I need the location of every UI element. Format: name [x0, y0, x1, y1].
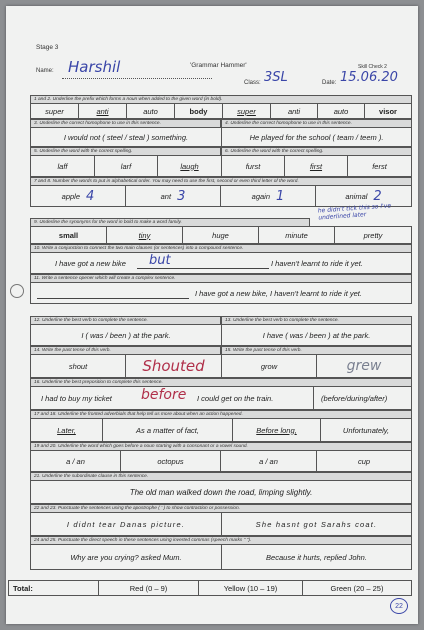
- q15-verb: grow: [222, 355, 317, 377]
- spelling-cell: laff: [31, 156, 95, 176]
- q14-answer: Shouted: [126, 355, 222, 377]
- q23-sentence: She hasnt got Sarahs coat.: [255, 519, 378, 529]
- q16-row: [30, 386, 412, 410]
- stage-label: Stage 3: [36, 44, 59, 51]
- q24-sentence: Why are you crying? asked Mum.: [31, 545, 222, 569]
- q11-row: [30, 282, 412, 304]
- synonym-cell: pretty: [363, 230, 383, 240]
- hole-punch-ring: [10, 284, 24, 298]
- q11-instruction: 11. Write a sentence opener which will create a complex sentence.: [30, 274, 412, 282]
- adverbial-cell: Later,: [31, 419, 103, 441]
- q10-part1: I have got a new bike: [55, 259, 126, 268]
- q16-part2: I could get on the train.: [197, 394, 274, 403]
- q19-20-row: [30, 450, 412, 472]
- prefix-cell: body: [175, 104, 223, 118]
- q12-13-row: [30, 324, 412, 346]
- synonym-cell: small: [31, 227, 107, 243]
- q7-8-row: [30, 185, 412, 207]
- alpha-word: apple: [61, 191, 81, 201]
- score-circle: 22: [390, 598, 408, 614]
- name-value: Harshil: [68, 58, 121, 76]
- q1-2-instruction: 1 and 2. Underline the prefix which forms a noun when added to the given word (in bold).: [30, 95, 412, 103]
- prefix-cell: visor: [379, 106, 397, 116]
- q9-instruction: 9. Underline the synonyms for the word in bold to make a word family.: [30, 218, 310, 226]
- spelling-cell: laugh: [158, 156, 222, 176]
- q11-answer-line: [37, 298, 189, 299]
- class-value: 3SL: [264, 70, 288, 85]
- q16-instruction: 16. Underline the best preposition to complete this sentence.: [30, 378, 412, 386]
- total-label: Total:: [9, 581, 99, 595]
- q4-instruction: 4. Underline the correct homophone to use in this sentence.: [221, 119, 412, 127]
- q22-23-row: [30, 512, 412, 536]
- q24-25-instruction: 24 and 25. Punctuate the direct speech in these sentences using inverted commas (speech marks " ").: [30, 536, 412, 544]
- q13-instruction: 13. Underline the best verb to complete the sentence.: [221, 316, 412, 324]
- margin-note: he didn't tick this so I've underlined later: [317, 202, 392, 222]
- q6-instruction: 6. Underline the word with the correct spelling.: [221, 147, 412, 155]
- q25-sentence: Because it hurts, replied John.: [266, 552, 367, 562]
- q12-instruction: 12. Underline the best verb to complete the sentence.: [30, 316, 221, 324]
- q1-2-row: [30, 103, 412, 119]
- q3-instruction: 3. Underline the correct homophone to use in this sentence.: [30, 119, 221, 127]
- red-band: Red (0 – 9): [99, 581, 199, 595]
- score-footer: [8, 580, 412, 596]
- class-label: Class:: [244, 80, 261, 86]
- alpha-word: ant: [160, 191, 172, 201]
- q12-sentence: I ( was / been ) at the park.: [31, 325, 222, 345]
- q21-sentence: The old man walked down the road, limping slightly.: [129, 487, 313, 497]
- q16-answer: before: [141, 387, 187, 403]
- q16-options: (before/during/after): [321, 394, 388, 403]
- synonym-cell: minute: [259, 227, 335, 243]
- adverbial-cell: Before long,: [233, 419, 321, 441]
- alpha-cell: [221, 186, 316, 206]
- q14-15-row: [30, 354, 412, 378]
- alpha-number: 4: [86, 188, 95, 204]
- q21-row: [30, 480, 412, 504]
- q10-row: [30, 252, 412, 274]
- q22-23-instruction: 22 and 23. Punctuate the sentences using the apostrophe ( ' ) to show contraction or possession.: [30, 504, 412, 512]
- q22-sentence: I didnt tear Danas picture.: [31, 513, 222, 535]
- skill-check-label: Skill Check 2: [358, 64, 387, 70]
- q13-sentence: I have ( was / been ) at the park.: [262, 330, 371, 340]
- spelling-cell: furst: [222, 156, 285, 176]
- q15-instruction: 15. Write the past tense of this verb.: [221, 346, 412, 354]
- q10-part2: I haven't learnt to ride it yet.: [271, 259, 363, 268]
- article-cell: a / an: [221, 451, 317, 471]
- synonym-cell: tiny: [107, 227, 183, 243]
- q9-row: [30, 226, 412, 244]
- q3-sentence: I would not ( steel / steal ) something.: [31, 128, 222, 146]
- q3-4-row: [30, 127, 412, 147]
- alpha-number: 2: [373, 188, 382, 204]
- spelling-cell: larf: [95, 156, 158, 176]
- q5-6-row: [30, 155, 412, 177]
- q10-answer-line: [137, 268, 269, 269]
- q11-sentence: I have got a new bike, I haven't learnt to ride it yet.: [195, 289, 362, 298]
- adverbial-cell: Unfortunately,: [342, 425, 390, 435]
- date-label: Date:: [322, 80, 337, 86]
- q16-part1: I had to buy my ticket: [41, 394, 112, 403]
- synonym-cell: huge: [183, 227, 259, 243]
- prefix-cell: auto: [127, 104, 175, 118]
- alpha-cell: [31, 186, 126, 206]
- article-cell: octopus: [121, 451, 221, 471]
- spelling-cell: ferst: [372, 161, 387, 171]
- spelling-cell: first: [285, 156, 348, 176]
- q19-20-instruction: 19 and 20. Underline the word which goes before a noun starting with a consonant or a vowel sound.: [30, 442, 412, 450]
- alpha-cell: [126, 186, 221, 206]
- green-band: Green (20 – 25): [330, 583, 384, 593]
- q7-8-instruction: 7 and 8. Number the words to put in alphabetical order. You may need to use the first, second or even third letter of the word.: [30, 177, 412, 185]
- name-line: [62, 78, 212, 79]
- q10-answer: but: [149, 253, 171, 268]
- q24-25-row: [30, 544, 412, 570]
- q17-18-row: [30, 418, 412, 442]
- adverbial-cell: As a matter of fact,: [103, 419, 233, 441]
- date-value: 15.06.20: [340, 70, 398, 85]
- article-cell: cup: [357, 456, 371, 466]
- alpha-number: 3: [177, 188, 186, 204]
- q17-18-instruction: 17 and 18. Underline the fronted adverbials that help tell us more about when an action happened.: [30, 410, 412, 418]
- prefix-cell: anti: [79, 104, 127, 118]
- prefix-cell: auto: [318, 104, 365, 118]
- alpha-word: animal: [345, 191, 368, 201]
- worksheet-page: [6, 6, 418, 624]
- q4-sentence: He played for the school ( team / teem ).: [249, 132, 384, 142]
- prefix-cell: super: [223, 104, 271, 118]
- q14-verb: shout: [31, 355, 126, 377]
- name-label: Name:: [36, 68, 54, 74]
- q16-divider: [313, 387, 314, 409]
- q21-instruction: 21. Underline the subordinate clause in this sentence.: [30, 472, 412, 480]
- q14-instruction: 14. Write the past tense of this verb.: [30, 346, 221, 354]
- alpha-word: again: [251, 191, 271, 201]
- q5-instruction: 5. Underline the word with the correct spelling.: [30, 147, 221, 155]
- q15-answer: grew: [346, 358, 382, 374]
- yellow-band: Yellow (10 – 19): [199, 581, 303, 595]
- worksheet-title: 'Grammar Hammer': [190, 62, 247, 69]
- prefix-cell: super: [31, 104, 79, 118]
- alpha-number: 1: [276, 188, 285, 204]
- prefix-cell: anti: [271, 104, 318, 118]
- q10-instruction: 10. Write a conjunction to connect the two main clauses (or sentences) into a compound sentence.: [30, 244, 412, 252]
- article-cell: a / an: [31, 451, 121, 471]
